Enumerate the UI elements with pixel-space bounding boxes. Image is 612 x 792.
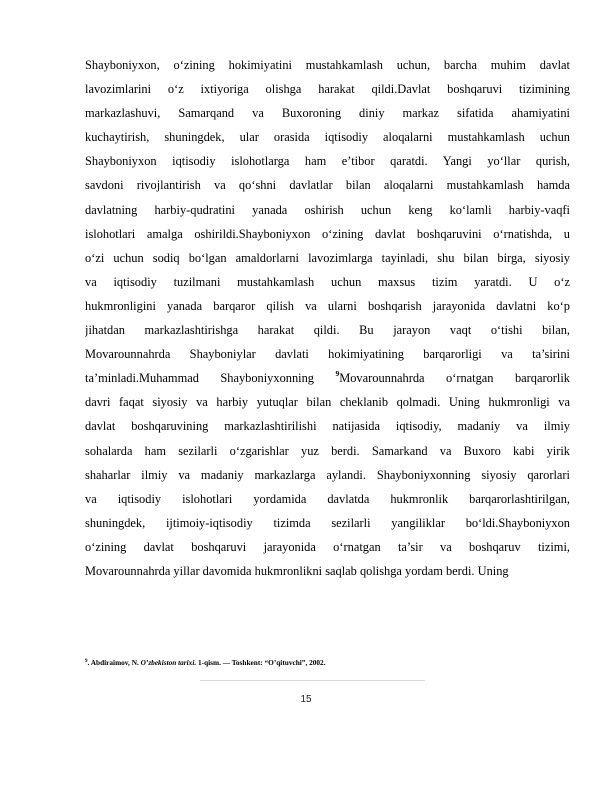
text-line: islohotlari amalga oshirildi.Shayboniyxon o‘zining davlat boshqaruvini o‘rnatishda, u (85, 226, 570, 241)
page-number: 15 (300, 694, 312, 705)
footnote-mark: 9 (85, 659, 88, 664)
text-line: markazlashuvi, Samarqand va Buxoroning diniy markaz sifatida ahamiyatini (85, 106, 570, 121)
text-line: Shayboniyxon, o‘zining hokimiyatini mustahkamlash uchun, barcha muhim davlat (85, 58, 570, 72)
text-line: lavozimlarini o‘z ixtiyoriga olishga harakat qildi.Davlat boshqaruvi tizimining (85, 82, 570, 97)
footer-divider (200, 680, 425, 681)
text-line: Movarounnahrda Shayboniylar davlati hokimiyatining barqarorligi va ta’sirini (85, 347, 570, 362)
text-line: sohalarda ham sezilarli o‘zgarishlar yuz berdi. Samarkand va Buxoro kabi yirik (85, 443, 570, 458)
text-line: davri faqat siyosiy va harbiy yutuqlar bilan cheklanib qolmadi. Uning hukmronligi va (85, 395, 570, 410)
footnote (85, 658, 326, 667)
footnote-reference[interactable]: 9 (335, 369, 340, 379)
text-line: davlatning harbiy-qudratini yanada oshirish uchun keng ko‘lamli harbiy-vaqfi (85, 202, 570, 217)
text-line: davlat boshqaruvining markazlashtirilishi natijasida iqtisodiy, madaniy va ilmiy (85, 419, 570, 434)
text-line: va iqtisodiy tuzilmani mustahkamlash uchun maxsus tizim yaratdi. U o‘z (85, 274, 570, 289)
text-line: hukmronligini yanada barqaror qilish va ularni boshqarish jarayonida davlatni ko‘p (85, 298, 570, 313)
text-line: va iqtisodiy islohotlari yordamida davlatda hukmronlik barqarorlashtirilgan, (85, 491, 570, 506)
text-line: o‘zi uchun sodiq bo‘lgan amaldorlarni lavozimlarga tayinladi, shu bilan birga, siyosiy (85, 250, 570, 265)
text-line: o‘zining davlat boshqaruvi jarayonida o‘rnatgan ta’sir va boshqaruv tizimi, (85, 539, 570, 554)
text-line: shuningdek, ijtimoiy-iqtisodiy tizimda sezilarli yangiliklar bo‘ldi.Shayboniyxon (85, 515, 570, 530)
text-segment: Movarounnahrda o‘rnatgan barqarorlik (339, 371, 570, 386)
text-line: jihatdan markazlashtirishga harakat qildi. Bu jarayon vaqt o‘tishi bilan, (85, 323, 570, 338)
text-line: savdoni rivojlantirish va qo‘shni davlatlar bilan aloqalarni mustahkamlash hamda (85, 178, 570, 193)
footnote-author: . Abdiraimov, N. (87, 658, 141, 667)
text-line-with-footnote (85, 366, 570, 390)
main-paragraph (85, 53, 570, 583)
text-line: Movarounnahrda yillar davomida hukmronlikni saqlab qolishga yordam berdi. Uning (85, 563, 509, 578)
footnote-publication: 1-qism. — Toshkent: “O’qituvchi”, 2002. (196, 658, 326, 667)
text-line: kuchaytirish, shuningdek, ular orasida iqtisodiy aloqalarni mustahkamlash uchun (85, 130, 570, 145)
footnote-title: O’zbekiston tarixi. (140, 658, 197, 667)
text-line: Shayboniyxon iqtisodiy islohotlarga ham e’tibor qaratdi. Yangi yo‘llar qurish, (85, 154, 570, 169)
text-segment: ta’minladi.Muhammad Shayboniyxonning (85, 371, 336, 386)
text-line: shaharlar ilmiy va madaniy markazlarga aylandi. Shayboniyxonning siyosiy qarorlari (85, 467, 570, 482)
